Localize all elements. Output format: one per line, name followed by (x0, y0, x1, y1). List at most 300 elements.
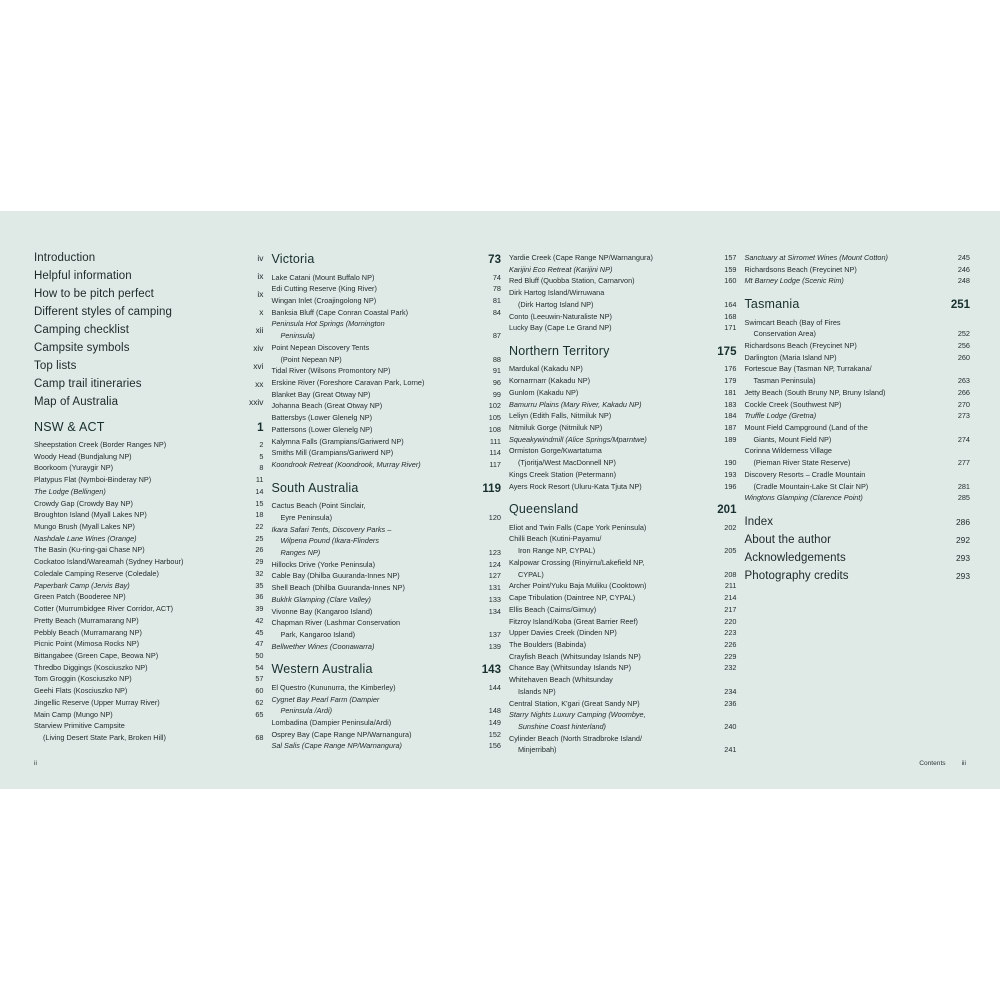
section-page: 201 (717, 504, 737, 517)
toc-entry[interactable] (744, 376, 970, 386)
toc-entry[interactable] (34, 569, 263, 579)
toc-entry-title: Pretty Beach (Murramarang NP) (34, 615, 139, 625)
toc-entry-page: 171 (724, 323, 737, 333)
section-title: South Australia (271, 480, 359, 495)
toc-entry-title: Cape Tribulation (Daintree NP, CYPAL) (508, 593, 636, 603)
toc-entry-page: 159 (724, 264, 737, 274)
toc-entry-title: Cable Bay (Dhilba Guuranda-Innes NP) (271, 571, 400, 581)
section-page: 1 (257, 421, 264, 434)
toc-entry-title: Johanna Beach (Great Otway NP) (271, 401, 383, 411)
section-heading[interactable] (271, 482, 500, 496)
toc-entry[interactable] (271, 460, 500, 470)
toc-entry[interactable] (34, 616, 263, 626)
toc-entry[interactable] (34, 710, 263, 720)
toc-entry[interactable] (271, 595, 500, 605)
toc-major-title: How to be pitch perfect (34, 288, 154, 300)
toc-entry[interactable] (744, 253, 970, 263)
toc-entry[interactable] (509, 581, 737, 591)
toc-entry-page: 245 (957, 253, 970, 262)
toc-entry[interactable] (509, 617, 737, 627)
toc-major-entry[interactable] (34, 307, 263, 319)
toc-entry[interactable] (271, 331, 500, 341)
toc-entry-page: 124 (488, 559, 501, 569)
toc-entry[interactable] (271, 560, 500, 570)
toc-entry-title: Paperbark Camp (Jervis Bay) (34, 580, 130, 590)
toc-entry[interactable] (271, 548, 500, 558)
toc-entry[interactable] (744, 493, 970, 503)
toc-entry-title: Coledale Camping Reserve (Coledale) (34, 568, 159, 578)
toc-entry[interactable] (744, 400, 970, 410)
toc-entry[interactable] (34, 686, 263, 696)
toc-entry-page: 36 (255, 592, 264, 602)
toc-major-page: xx (255, 379, 264, 389)
toc-entry-page: 91 (492, 366, 501, 376)
toc-entry-title: Blanket Bay (Great Otway NP) (271, 389, 371, 399)
entry-list (744, 318, 970, 503)
toc-entry-page: 65 (255, 709, 264, 719)
toc-entry-title: Buklrk Glamping (Clare Valley) (271, 594, 371, 604)
column-3 (508, 253, 737, 755)
section-heading[interactable] (271, 253, 500, 267)
toc-entry-page: 32 (255, 568, 264, 578)
toc-entry[interactable] (271, 273, 500, 283)
toc-entry[interactable] (34, 545, 263, 555)
section-heading[interactable] (509, 345, 737, 359)
toc-entry-page: 211 (724, 581, 737, 591)
toc-entry-title: The Boulders (Babinda) (508, 639, 587, 649)
toc-entry[interactable] (509, 710, 737, 720)
toc-entry[interactable] (509, 423, 737, 433)
toc-entry[interactable] (34, 604, 263, 614)
toc-major-title: Different styles of camping (34, 306, 172, 318)
toc-entry-title: The Basin (Ku-ring-gai Chase NP) (34, 545, 145, 555)
toc-entry[interactable] (271, 513, 500, 523)
toc-major-title: Top lists (34, 360, 77, 372)
toc-entry-title: Squeakywindmill (Alice Springs/Mparntwe) (508, 434, 647, 444)
toc-entry-title: Conservation Area) (753, 329, 816, 339)
toc-entry[interactable] (271, 319, 500, 329)
toc-entry[interactable] (34, 663, 263, 673)
toc-entry[interactable] (271, 618, 500, 628)
toc-entry[interactable] (509, 446, 737, 456)
back-matter-list (744, 517, 970, 583)
toc-entry-title: Ellis Beach (Cairns/Gimuy) (508, 604, 597, 614)
toc-entry-title: Platypus Flat (Nymboi-Binderay NP) (34, 475, 152, 485)
toc-entry-title: Karijini Eco Retreat (Karijini NP) (508, 264, 613, 274)
toc-entry-page: 47 (255, 639, 264, 649)
toc-entry-page: 102 (488, 401, 501, 411)
toc-major-page: iv (257, 253, 264, 263)
toc-entry[interactable] (744, 411, 970, 421)
toc-entry[interactable] (34, 628, 263, 638)
toc-entry-title: El Questro (Kununurra, the Kimberley) (271, 682, 396, 692)
toc-major-title: Index (744, 515, 774, 528)
toc-entry-page: 11 (255, 475, 264, 485)
toc-major-entry[interactable] (34, 325, 263, 337)
toc-entry-title: Pebbly Beach (Murramarang NP) (34, 627, 142, 637)
section-title: NSW & ACT (34, 419, 105, 434)
toc-major-entry[interactable] (34, 343, 263, 355)
toc-entry-page: 133 (488, 594, 501, 604)
toc-entry[interactable] (34, 475, 263, 485)
toc-entry-page: 127 (488, 571, 501, 581)
toc-entry[interactable] (271, 378, 500, 388)
toc-major-entry[interactable] (34, 361, 263, 373)
toc-entry-title: Corinna Wilderness Village (744, 446, 832, 456)
toc-entry[interactable] (509, 640, 737, 650)
entry-list-continued (509, 253, 737, 333)
toc-entry[interactable] (744, 353, 970, 363)
toc-entry-page: 26 (255, 545, 264, 555)
toc-entry-title: Discovery Resorts – Cradle Mountain (744, 469, 866, 479)
toc-entry-page: 193 (724, 469, 737, 479)
toc-entry-page: 202 (724, 522, 737, 532)
toc-entry-page: 22 (255, 522, 264, 532)
toc-entry-page: 277 (957, 458, 970, 468)
toc-entry[interactable] (509, 570, 737, 580)
toc-major-entry[interactable] (744, 517, 970, 529)
column-2 (271, 252, 501, 751)
toc-entry-title: Vivonne Bay (Kangaroo Island) (271, 606, 373, 616)
toc-entry-page: 270 (957, 399, 970, 409)
section-heading[interactable] (509, 503, 737, 517)
toc-entry-title: Crayfish Beach (Whitsunday Islands NP) (508, 651, 641, 661)
toc-entry[interactable] (744, 458, 970, 468)
toc-entry-page: 281 (957, 481, 970, 491)
toc-entry[interactable] (271, 308, 500, 318)
toc-entry-page: 266 (957, 387, 970, 397)
toc-entry-title: Minjerribah) (517, 745, 557, 755)
toc-entry-title: Swimcart Beach (Bay of Fires (744, 317, 841, 327)
toc-entry-title: Jingellic Reserve (Upper Murray River) (34, 697, 160, 707)
toc-major-title: Campsite symbols (34, 342, 130, 354)
toc-entry[interactable] (271, 536, 500, 546)
toc-entry[interactable] (509, 687, 737, 697)
toc-entry-page: 187 (724, 423, 737, 433)
toc-entry[interactable] (34, 674, 263, 684)
toc-entry-title: Dirk Hartog Island/Wirruwana (508, 288, 605, 298)
toc-entry-title: Red Bluff (Quobba Station, Carnarvon) (508, 276, 635, 286)
toc-entry[interactable] (509, 734, 737, 744)
toc-entry-page: 234 (724, 686, 737, 696)
toc-entry-page: 214 (724, 593, 737, 603)
folio-right-number: iii (961, 760, 966, 767)
toc-entry-title: Chance Bay (Whitsunday Islands NP) (508, 663, 632, 673)
toc-entry[interactable] (271, 437, 500, 447)
toc-entry[interactable] (509, 699, 737, 709)
toc-entry[interactable] (271, 583, 500, 593)
toc-entry-title: Central Station, K'gari (Great Sandy NP) (508, 698, 640, 708)
toc-entry[interactable] (34, 721, 263, 731)
toc-entry-title: Fitzroy Island/Koba (Great Barrier Reef) (508, 616, 638, 626)
toc-entry[interactable] (34, 698, 263, 708)
toc-entry[interactable] (509, 675, 737, 685)
toc-entry-title: Edi Cutting Reserve (King River) (271, 284, 377, 294)
entry-list-continued (744, 253, 970, 286)
toc-entry-title: Truffle Lodge (Gretna) (744, 411, 817, 421)
toc-entry[interactable] (509, 663, 737, 673)
toc-entry[interactable] (509, 323, 737, 333)
toc-entry-page: 117 (489, 460, 501, 469)
toc-entry-title: Tidal River (Wilsons Promontory NP) (271, 366, 391, 376)
toc-major-entry[interactable] (744, 571, 970, 583)
contents-columns (34, 252, 970, 755)
toc-entry[interactable] (744, 265, 970, 275)
toc-entry-title: Erskine River (Foreshore Caravan Park, Lorne) (271, 377, 425, 387)
toc-entry[interactable] (271, 448, 500, 458)
toc-entry-page: 229 (724, 651, 737, 661)
toc-entry-title: CYPAL) (517, 569, 544, 579)
toc-entry-title: (Living Desert State Park, Broken Hill) (43, 732, 166, 742)
toc-major-entry[interactable] (744, 535, 970, 547)
toc-entry[interactable] (271, 695, 500, 705)
toc-entry-title: Islands NP) (517, 686, 556, 696)
toc-entry[interactable] (34, 534, 263, 544)
folio-left: ii (34, 760, 37, 767)
toc-entry-page: 252 (957, 329, 970, 339)
toc-entry-page: 148 (488, 706, 501, 716)
toc-entry-title: Peninsula /Ardi) (280, 706, 332, 716)
section-heading[interactable] (271, 663, 500, 677)
toc-major-page: x (259, 307, 264, 317)
toc-entry[interactable] (509, 253, 737, 263)
toc-entry[interactable] (271, 413, 500, 423)
toc-major-title: Camping checklist (34, 324, 130, 336)
toc-entry-title: Ranges NP) (280, 548, 321, 557)
toc-entry-page: 179 (724, 376, 737, 386)
toc-entry[interactable] (509, 628, 737, 638)
toc-entry[interactable] (34, 733, 263, 743)
toc-entry[interactable] (271, 571, 500, 581)
toc-entry-title: Kalymna Falls (Grampians/Gariwerd NP) (271, 436, 404, 446)
toc-entry-title: Battersbys (Lower Glenelg NP) (271, 413, 373, 423)
toc-entry-page: 123 (488, 548, 501, 557)
toc-entry[interactable] (509, 276, 737, 286)
toc-entry-page: 260 (957, 352, 970, 362)
toc-entry[interactable] (509, 388, 737, 398)
toc-major-entry[interactable] (34, 271, 263, 283)
toc-entry-title: Iron Range NP, CYPAL) (517, 546, 596, 556)
toc-entry-title: Wilpena Pound (Ikara-Flinders (280, 536, 379, 546)
toc-entry[interactable] (509, 265, 737, 275)
toc-entry[interactable] (509, 652, 737, 662)
toc-entry-title: Tom Groggin (Kosciuszko NP) (34, 674, 132, 684)
toc-entry-title: Jetty Beach (South Bruny NP, Bruny Island) (744, 387, 886, 397)
toc-entry-page: 208 (724, 569, 737, 579)
toc-major-title: Camp trail itineraries (34, 378, 142, 390)
toc-entry[interactable] (509, 411, 737, 421)
toc-entry[interactable] (271, 284, 500, 294)
toc-entry[interactable] (271, 425, 500, 435)
toc-entry[interactable] (744, 470, 970, 480)
toc-entry[interactable] (744, 364, 970, 374)
toc-entry[interactable] (271, 390, 500, 400)
toc-entry-title: The Lodge (Bellingen) (34, 486, 106, 496)
toc-entry-page: 68 (255, 732, 264, 742)
toc-major-title: Introduction (34, 252, 96, 264)
toc-entry[interactable] (271, 366, 500, 376)
toc-entry-title: Smiths Mill (Grampians/Gariwerd NP) (271, 448, 394, 458)
toc-entry[interactable] (509, 558, 737, 568)
toc-entry-page: 29 (255, 557, 264, 567)
section-title: Western Australia (271, 662, 373, 677)
toc-entry-title: Mt Barney Lodge (Scenic Rim) (744, 276, 844, 286)
toc-entry[interactable] (509, 470, 737, 480)
toc-entry[interactable] (744, 329, 970, 339)
toc-entry-title: Whitehaven Beach (Whitsunday (508, 675, 613, 685)
toc-entry-page: 62 (255, 697, 264, 707)
toc-entry-page: 139 (488, 641, 501, 651)
toc-entry[interactable] (34, 592, 263, 602)
toc-entry-page: 134 (488, 606, 501, 616)
toc-entry-title: Green Patch (Booderee NP) (34, 592, 126, 602)
toc-entry-title: Cactus Beach (Point Sinclair, (271, 501, 366, 511)
toc-entry-title: Cockatoo Island/Wareamah (Sydney Harbour) (34, 557, 184, 567)
toc-entry[interactable] (271, 355, 500, 365)
toc-entry[interactable] (744, 276, 970, 286)
toc-entry-title: Ikara Safari Tents, Discovery Parks – (271, 524, 392, 534)
toc-major-entry[interactable] (744, 553, 970, 565)
toc-entry[interactable] (509, 364, 737, 374)
toc-entry-title: Archer Point/Yuku Baja Muliku (Cooktown) (508, 581, 647, 591)
toc-entry[interactable] (271, 343, 500, 353)
toc-entry-page: 108 (488, 424, 501, 434)
toc-entry[interactable] (509, 745, 737, 755)
toc-entry[interactable] (271, 296, 500, 306)
toc-entry[interactable] (509, 300, 737, 310)
column-4 (744, 253, 970, 723)
toc-entry-page: 156 (488, 741, 501, 751)
toc-major-entry[interactable] (34, 379, 263, 391)
toc-entry-page: 217 (724, 604, 737, 614)
toc-entry[interactable] (744, 388, 970, 398)
toc-entry[interactable] (271, 642, 500, 652)
toc-entry-page: 226 (724, 639, 737, 649)
toc-entry[interactable] (34, 510, 263, 520)
toc-entry[interactable] (509, 458, 737, 468)
toc-entry-page: 18 (255, 510, 264, 520)
toc-entry[interactable] (744, 318, 970, 328)
toc-entry[interactable] (34, 639, 263, 649)
toc-entry[interactable] (271, 525, 500, 535)
toc-entry[interactable] (271, 607, 500, 617)
toc-entry-page: 144 (488, 682, 501, 692)
toc-entry[interactable] (34, 522, 263, 532)
toc-entry-title: Kalpowar Crossing (Rinyirru/Lakefield NP, (508, 557, 645, 567)
toc-entry-page: 8 (259, 463, 264, 473)
toc-entry[interactable] (744, 423, 970, 433)
toc-entry-title: Ayers Rock Resort (Uluru-Kata Tjuta NP) (508, 481, 642, 491)
toc-entry-page: 57 (255, 674, 264, 684)
toc-entry[interactable] (271, 630, 500, 640)
toc-entry[interactable] (744, 446, 970, 456)
toc-entry-page: 105 (488, 413, 501, 423)
toc-entry[interactable] (34, 440, 263, 450)
toc-entry-page: 189 (724, 434, 737, 444)
toc-entry-page: 88 (492, 354, 501, 364)
toc-entry[interactable] (509, 312, 737, 322)
toc-entry[interactable] (509, 534, 737, 544)
toc-entry-title: (Dirk Hartog Island NP) (517, 299, 594, 309)
toc-entry-title: Mardukal (Kakadu NP) (508, 364, 583, 374)
entry-list (271, 273, 500, 470)
toc-entry-page: 5 (259, 451, 264, 461)
toc-entry[interactable] (509, 523, 737, 533)
toc-entry-page: 35 (255, 580, 264, 590)
toc-entry[interactable] (509, 722, 737, 732)
toc-major-entry[interactable] (34, 289, 263, 301)
toc-entry-title: Wingan Inlet (Croajingolong NP) (271, 295, 377, 305)
toc-entry[interactable] (271, 718, 500, 728)
toc-entry[interactable] (34, 452, 263, 462)
toc-entry-page: 149 (488, 718, 501, 728)
toc-entry-title: Mungo Brush (Myall Lakes NP) (34, 522, 135, 532)
toc-entry[interactable] (271, 683, 500, 693)
toc-entry-title: Cylinder Beach (North Stradbroke Island/ (508, 733, 642, 743)
toc-entry[interactable] (509, 400, 737, 410)
toc-entry[interactable] (744, 482, 970, 492)
toc-major-page: 286 (956, 516, 970, 527)
section-page: 175 (717, 345, 737, 358)
column-1 (34, 252, 264, 742)
toc-entry[interactable] (34, 581, 263, 591)
toc-entry-title: Main Camp (Mungo NP) (34, 709, 113, 719)
toc-major-page: ix (257, 289, 264, 299)
toc-entry[interactable] (34, 463, 263, 473)
toc-entry[interactable] (509, 376, 737, 386)
toc-entry-page: 152 (488, 729, 501, 739)
toc-entry-title: Gunlom (Kakadu NP) (508, 387, 579, 397)
toc-entry[interactable] (509, 435, 737, 445)
toc-entry-page: 273 (957, 411, 970, 421)
toc-entry-title: Hillocks Drive (Yorke Peninsula) (271, 559, 376, 569)
toc-entry[interactable] (509, 605, 737, 615)
toc-entry[interactable] (34, 651, 263, 661)
toc-entry-title: Thredbo Diggings (Kosciuszko NP) (34, 662, 148, 672)
toc-entry-title: Broughton Island (Myall Lakes NP) (34, 510, 147, 520)
toc-entry[interactable] (34, 499, 263, 509)
toc-entry-title: Koondrook Retreat (Koondrook, Murray River) (271, 460, 421, 469)
toc-entry[interactable] (271, 501, 500, 511)
toc-entry[interactable] (744, 341, 970, 351)
section-heading[interactable] (744, 298, 970, 312)
toc-entry[interactable] (34, 487, 263, 497)
toc-entry[interactable] (271, 741, 500, 751)
toc-entry-title: Lake Catani (Mount Buffalo NP) (271, 272, 375, 282)
toc-major-entry[interactable] (34, 253, 263, 265)
toc-entry[interactable] (34, 557, 263, 567)
toc-entry[interactable] (271, 730, 500, 740)
toc-entry-page: 42 (255, 615, 264, 625)
toc-entry-title: Lucky Bay (Cape Le Grand NP) (508, 323, 612, 333)
toc-major-page: xxiv (249, 397, 264, 407)
toc-entry[interactable] (509, 482, 737, 492)
toc-entry[interactable] (509, 546, 737, 556)
toc-entry[interactable] (744, 435, 970, 445)
toc-entry[interactable] (271, 706, 500, 716)
toc-entry-page: 39 (255, 604, 264, 614)
toc-major-title: Acknowledgements (744, 551, 846, 564)
toc-major-entry[interactable] (34, 397, 263, 409)
toc-entry-title: Mount Field Campground (Land of the (744, 423, 868, 433)
toc-entry[interactable] (509, 288, 737, 298)
section-title: Northern Territory (508, 343, 610, 358)
toc-entry[interactable] (509, 593, 737, 603)
toc-entry[interactable] (271, 401, 500, 411)
toc-entry-title: Starview Primitive Campsite (34, 721, 125, 731)
toc-major-page: xvi (253, 361, 264, 371)
toc-entry-title: Starry Nights Luxury Camping (Woombye, (508, 710, 646, 720)
